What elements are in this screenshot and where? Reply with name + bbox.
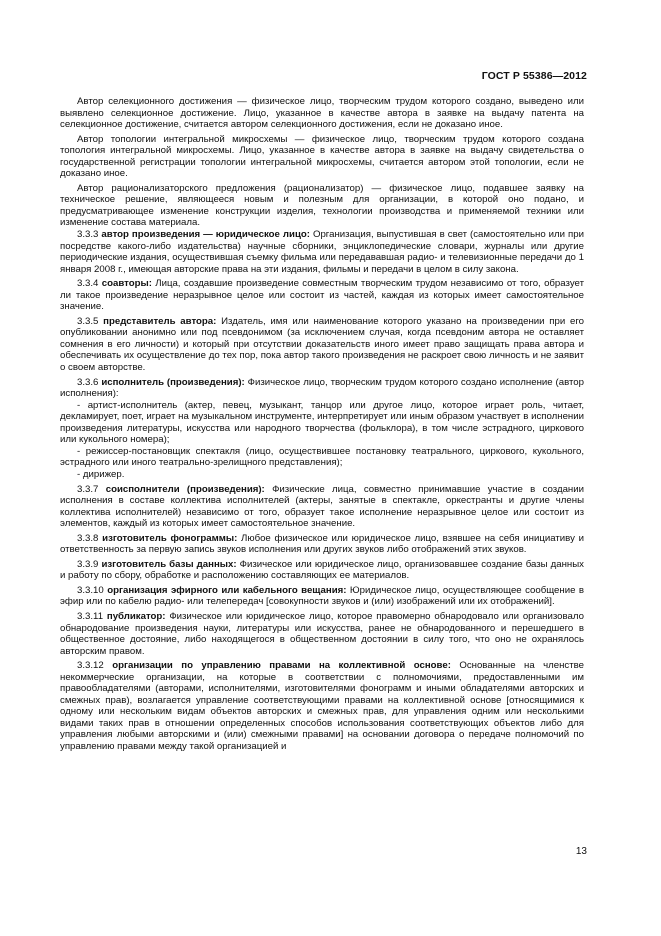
- term: изготовитель фонограммы:: [102, 532, 238, 544]
- section-number: 3.3.5: [77, 315, 104, 327]
- definition-text: Издатель, имя или наименование которого указано на произведении при его опубликовании анонимно или под псевдонимом (за исключением случая, когда псевдоним автора не оставляет сомнения в его личности) и который при отсутствии доказательств иного имеет право защищать права автора и обеспечивать их осуществление до тех пор, пока автор такого произведения не раскроет свою личность и не заявит о своем авторстве.: [60, 315, 584, 374]
- section-number: 3.3.12: [77, 660, 113, 672]
- definition-3-3-10: [60, 585, 584, 608]
- section-number: 3.3.4: [77, 278, 102, 290]
- term: организации по управлению правами на коллективной основе:: [112, 660, 451, 672]
- paragraph: Автор селекционного достижения — физическое лицо, творческим трудом которого создано, выведено или выявлено селекционное достижение. Лицо, указанное в качестве автора в заявке на выдачу патента на селекционное достижение, считается автором селекционного достижения, если не доказано иное.: [60, 96, 584, 131]
- definition-text: Лица, создавшие произведение совместным творческим трудом независимо от того, образует ли такое произведение неразрывное целое или состоит из частей, каждая из которых имеет самостоятельное значение.: [60, 278, 584, 313]
- term: публикатор:: [106, 610, 166, 622]
- definition-3-3-8: [60, 533, 584, 556]
- list-item: - артист-исполнитель (актер, певец, музыкант, танцор или другое лицо, которое играет роль, читает, декламирует, поет, играет на музыкальном инструменте, интерпретирует или иным образом участвует в исполнении произведения литературы, искусства или народного творчества (фольклора), в том числе эстрадного, циркового или кукольного номера);: [60, 399, 584, 446]
- list-item: - дирижер.: [77, 468, 125, 480]
- term: изготовитель базы данных:: [101, 558, 237, 570]
- term: исполнитель (произведения):: [101, 376, 245, 388]
- document-header: ГОСТ Р 55386—2012: [481, 70, 587, 82]
- definition-3-3-3: [60, 229, 584, 275]
- term: представитель автора:: [103, 315, 217, 327]
- definition-text: Любое физическое или юридическое лицо, взявшее на себя инициативу и ответственность за первую запись звуков исполнения или других звуков либо отображений этих звуков.: [60, 532, 585, 556]
- term: автор произведения — юридическое лицо:: [101, 229, 310, 241]
- definition-3-3-4: [60, 278, 584, 313]
- definition-3-3-7: [60, 484, 584, 530]
- term: соисполнители (произведения):: [105, 483, 265, 495]
- section-number: 3.3.3: [77, 229, 102, 241]
- definition-3-3-11: [60, 611, 584, 657]
- definition-3-3-9: [60, 559, 584, 582]
- definition-text: Физические лица, совместно принимавшие участие в создании исполнения в составе коллектива исполнителей (актеры, занятые в спектакле, оркестранты и другие члены коллектива исполнителей) независимо от того, образует такое исполнение неразрывное целое или состоит из элементов, каждый из которых имеет самостоятельное значение.: [60, 483, 584, 530]
- section-number: 3.3.8: [77, 532, 103, 544]
- document-body: [60, 96, 584, 753]
- definition-3-3-12: [60, 660, 584, 752]
- page-number: 13: [575, 846, 587, 857]
- term: организация эфирного или кабельного вещания:: [107, 584, 347, 596]
- definition-text: Физическое лицо, творческим трудом которого создано исполнение (автор исполнения):: [60, 376, 584, 400]
- term: соавторы:: [101, 278, 152, 290]
- section-number: 3.3.10: [77, 584, 108, 596]
- paragraph: Автор топологии интегральной микросхемы — физическое лицо, творческим трудом которого создана топология интегральной микросхемы. Лицо, указанное в качестве автора в заявке на выдачу свидетельства о государственной регистрации топологии интегральной микросхемы, считается автором этой топологии, если не доказано иное.: [60, 133, 584, 180]
- definition-text: Физическое или юридическое лицо, организовавшее создание базы данных и работу по сбору, обработке и расположению составляющих ее материалов.: [60, 558, 584, 582]
- definition-text: Основанные на членстве некоммерческие организации, на которые в соответствии с полномочиями, предоставленными им правообладателями (авторами, исполнителями, изготовителями фонограмм и иными обладателями авторских и смежных прав), возлагается управление соответствующими правами на коллективной основе [относящимися к одному или нескольким видам объектов авторских и смежных прав, для управления одним или несколькими видами таких прав в отношении определенных способов использования соответствующих объектов либо для управления любыми авторскими и (или) смежными правами] на основании договора о передаче полномочий по управлению правами между такой организацией и: [60, 660, 584, 752]
- section-number: 3.3.6: [77, 376, 102, 388]
- section-number: 3.3.11: [77, 610, 107, 622]
- paragraph: Автор рационализаторского предложения (рационализатор) — физическое лицо, подавшее заявку на техническое решение, являющееся новым и полезным для организации, в которой оно подано, и предусматривающее изменение конструкции изделия, технологии производства и применяемой техники или изменение состава материала.: [60, 182, 584, 229]
- definition-3-3-6: [60, 377, 584, 400]
- definition-3-3-5: [60, 316, 584, 374]
- definition-text: Юридическое лицо, осуществляющее сообщение в эфир или по кабелю радио- или телепередач [совокупности звуков и (или) изображений или их отображений].: [60, 584, 584, 608]
- definition-text: Организация, выпустившая в свет (самостоятельно или при посредстве какого-либо издательства) научные сборники, энциклопедические словари, журналы или другие периодические издания, осуществившая съемку фильма или передававшая радио- и телевизионные передачи до 1 января 2008 г., имеющая авторские права на эти издания, фильмы и передачи в целом в силу закона.: [60, 229, 584, 275]
- section-number: 3.3.9: [77, 558, 102, 570]
- section-number: 3.3.7: [77, 483, 106, 495]
- list-item: - режиссер-постановщик спектакля (лицо, осуществившее постановку театрального, циркового, кукольного, эстрадного или иного театрально-зрелищного представления);: [60, 445, 584, 469]
- definition-text: Физическое или юридическое лицо, которое правомерно обнародовало или организовало обнародование произведения науки, литературы или искусства, ранее не обнародованного и перешедшего в общественное достояние, либо находящегося в общественном достоянии в силу того, что оно не охранялось авторским правом.: [60, 610, 584, 657]
